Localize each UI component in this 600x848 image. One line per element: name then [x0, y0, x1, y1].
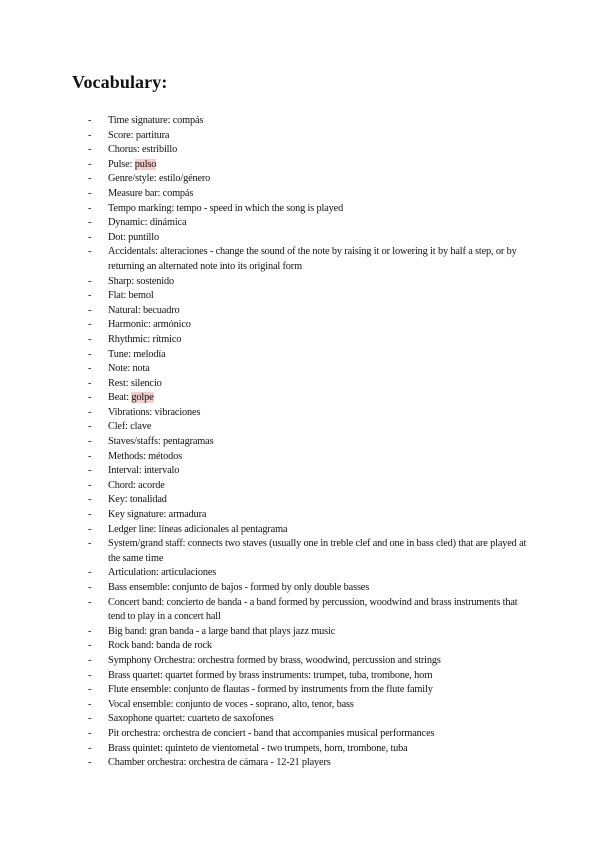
bullet-dash: - — [88, 669, 92, 681]
bullet-dash: - — [88, 582, 92, 593]
bullet-dash: - — [88, 421, 92, 433]
vocabulary-item — [88, 596, 528, 625]
bullet-dash: - — [88, 757, 92, 769]
vocabulary-item — [88, 362, 528, 377]
term-text: Dot: puntillo — [108, 231, 159, 243]
term-text: Tune: melodía — [108, 348, 166, 360]
bullet-dash: - — [88, 684, 92, 696]
bullet-dash: - — [88, 202, 92, 214]
vocabulary-item — [88, 377, 528, 392]
vocabulary-item — [88, 508, 528, 523]
vocabulary-item — [88, 493, 528, 508]
term-text: Score: partitura — [108, 129, 170, 141]
term-text: Big band: gran banda - a large band that plays jazz music — [108, 625, 336, 637]
bullet-dash: - — [88, 698, 92, 710]
term-text: Symphony Orchestra: orchestra formed by brass, woodwind, percussion and strings — [108, 654, 441, 666]
term-text: Interval: intervalo — [108, 465, 180, 477]
vocabulary-item — [88, 304, 528, 319]
bullet-dash: - — [88, 727, 92, 739]
term-text: Ledger line: líneas adicionales al pentagrama — [108, 523, 288, 535]
vocabulary-item — [88, 202, 528, 217]
term-text: System/grand staff: connects two staves (usually one in treble clef and one in bass cled) that are played at the same time — [108, 538, 527, 564]
bullet-dash: - — [88, 567, 92, 579]
bullet-dash: - — [88, 523, 92, 535]
term-text: Key signature: armadura — [108, 509, 207, 521]
bullet-dash: - — [88, 217, 92, 229]
bullet-dash: - — [88, 494, 92, 506]
vocabulary-item — [88, 289, 528, 304]
term-text: Chorus: estribillo — [108, 144, 178, 156]
bullet-dash: - — [88, 436, 92, 448]
vocabulary-item — [88, 523, 528, 538]
bullet-dash: - — [88, 173, 92, 185]
highlighted-translation: pulso — [134, 158, 157, 170]
bullet-dash: - — [88, 450, 92, 462]
vocabulary-item — [88, 114, 528, 129]
bullet-dash: - — [88, 406, 92, 418]
term-text: Natural: becuadro — [108, 304, 180, 316]
bullet-dash: - — [88, 538, 92, 550]
term-text: Rhythmic: rítmico — [108, 333, 182, 345]
term-text: Dynamic: dinámica — [108, 217, 187, 229]
vocabulary-item — [88, 318, 528, 333]
vocabulary-item — [88, 537, 528, 566]
bullet-dash: - — [88, 479, 92, 491]
vocabulary-item — [88, 245, 528, 274]
vocabulary-item — [88, 712, 528, 727]
term-text: Time signature: compás — [108, 115, 204, 126]
vocabulary-item — [88, 639, 528, 654]
vocabulary-item — [88, 464, 528, 479]
vocabulary-item — [88, 172, 528, 187]
bullet-dash: - — [88, 275, 92, 287]
vocabulary-item — [88, 479, 528, 494]
bullet-dash: - — [88, 654, 92, 666]
bullet-dash: - — [88, 290, 92, 302]
bullet-dash: - — [88, 713, 92, 725]
bullet-dash: - — [88, 363, 92, 375]
vocabulary-item — [88, 450, 528, 465]
vocabulary-item — [88, 698, 528, 713]
vocabulary-item — [88, 333, 528, 348]
term-text: Flat: bemol — [108, 290, 154, 302]
bullet-dash: - — [88, 231, 92, 243]
bullet-dash: - — [88, 742, 92, 754]
vocabulary-item — [88, 566, 528, 581]
term-text: Accidentals: alteraciones - change the sound of the note by raising it or lowering it by half a step, or by returning an alternated note into its original form — [108, 246, 517, 272]
vocabulary-item — [88, 187, 528, 202]
term-text: Staves/staffs: pentagramas — [108, 436, 214, 448]
vocabulary-item — [88, 683, 528, 698]
term-text: Bass ensemble: conjunto de bajos - formed by only double basses — [108, 582, 370, 593]
term-text: Chamber orchestra: orchestra de cámara - 12-21 players — [108, 757, 331, 769]
vocabulary-item — [88, 727, 528, 742]
bullet-dash: - — [88, 304, 92, 316]
term-text: Rest: silencio — [108, 377, 162, 389]
term-text: Concert band: concierto de banda - a band formed by percussion, woodwind and brass instruments that tend to play in a concert hall — [108, 596, 518, 623]
vocabulary-item — [88, 348, 528, 363]
vocabulary-item — [88, 231, 528, 246]
bullet-dash: - — [88, 377, 92, 389]
vocabulary-item — [88, 406, 528, 421]
term-text: Articulation: articulaciones — [108, 567, 217, 579]
term-text: Harmonic: armónico — [108, 319, 191, 331]
bullet-dash: - — [88, 158, 92, 170]
term-text: Brass quartet: quartet formed by brass instruments: trumpet, tuba, trombone, horn — [108, 669, 433, 681]
bullet-dash: - — [88, 187, 92, 199]
bullet-dash: - — [88, 319, 92, 331]
highlighted-translation: golpe — [131, 392, 154, 404]
bullet-dash: - — [88, 333, 92, 345]
term-label: Pulse: — [108, 158, 135, 170]
bullet-dash: - — [88, 640, 92, 652]
term-text: Tempo marking: tempo - speed in which the song is played — [108, 202, 344, 214]
term-text: Chord: acorde — [108, 479, 165, 491]
term-text: Saxophone quartet: cuarteto de saxofones — [108, 713, 274, 725]
bullet-dash: - — [88, 129, 92, 141]
bullet-dash: - — [88, 625, 92, 637]
bullet-dash: - — [88, 465, 92, 477]
term-text: Key: tonalidad — [108, 494, 167, 506]
page-title: Vocabulary: — [72, 72, 168, 92]
bullet-dash: - — [88, 509, 92, 521]
vocabulary-item — [88, 216, 528, 231]
vocabulary-item — [88, 669, 528, 684]
term-text: Rock band: banda de rock — [108, 640, 212, 652]
bullet-dash: - — [88, 596, 92, 608]
term-text: Brass quintet: quinteto de vientometal - two trumpets, horn, trombone, tuba — [108, 742, 408, 754]
vocabulary-item — [88, 143, 528, 158]
vocabulary-item — [88, 275, 528, 290]
vocabulary-item — [88, 654, 528, 669]
vocabulary-item — [88, 129, 528, 144]
term-text: Flute ensemble: conjunto de flautas - formed by instruments from the flute family — [108, 684, 433, 696]
term-text: Genre/style: estilo/género — [108, 173, 211, 185]
term-text: Vibrations: vibraciones — [108, 406, 201, 418]
vocabulary-item — [88, 420, 528, 435]
bullet-dash: - — [88, 392, 92, 404]
term-text: Methods: métodos — [108, 450, 182, 462]
term-text: Vocal ensemble: conjunto de voces - soprano, alto, tenor, bass — [108, 698, 354, 710]
bullet-dash: - — [88, 246, 92, 258]
vocabulary-item — [88, 581, 528, 596]
bullet-dash: - — [88, 144, 92, 156]
term-label: Beat: — [108, 392, 132, 404]
vocabulary-item — [88, 435, 528, 450]
bullet-dash: - — [88, 348, 92, 360]
vocabulary-item — [88, 391, 528, 406]
term-text: Measure bar: compás — [108, 187, 194, 199]
vocabulary-list — [88, 114, 528, 771]
vocabulary-item — [88, 756, 528, 771]
bullet-dash: - — [88, 115, 92, 126]
term-text: Note: nota — [108, 363, 150, 375]
vocabulary-item — [88, 742, 528, 757]
term-text: Pit orchestra: orchestra de conciert - band that accompanies musical performances — [108, 727, 435, 739]
term-text: Sharp: sostenido — [108, 275, 174, 287]
vocabulary-item — [88, 625, 528, 640]
vocabulary-item — [88, 158, 528, 173]
term-text: Clef: clave — [108, 421, 152, 433]
